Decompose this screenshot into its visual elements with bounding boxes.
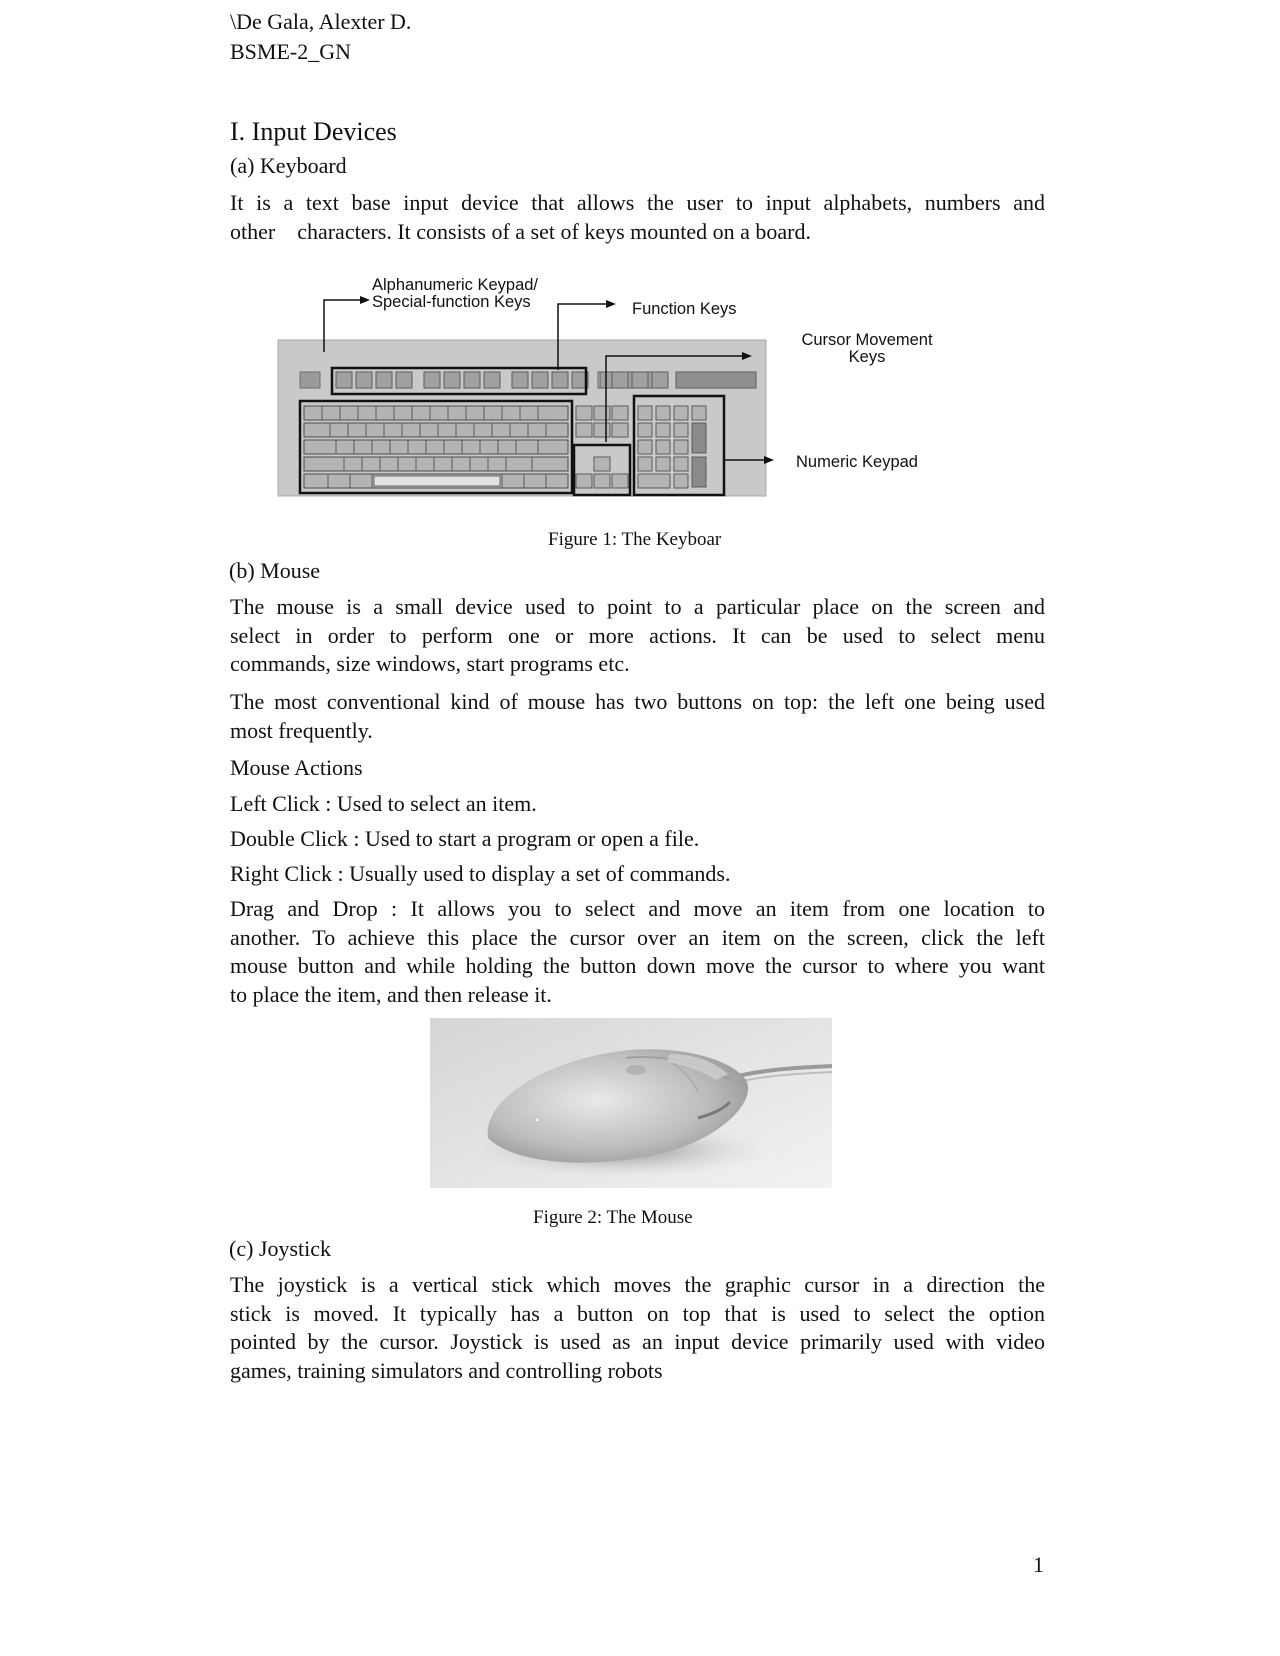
label-cursor-line1: Cursor Movement	[801, 331, 933, 349]
left-click-text: Left Click : Used to select an item.	[230, 791, 537, 816]
paragraph-line: another. To achieve this place the cursor over an item on the screen, click the left	[230, 924, 1045, 950]
paragraph-line: The mouse is a small device used to point to a particular place on the screen and	[230, 594, 1045, 619]
label-alphanumeric-line2: Special-function Keys	[372, 293, 531, 311]
paragraph-line: The joystick is a vertical stick which moves the graphic cursor in a direction the	[230, 1272, 1045, 1297]
joystick-paragraph	[230, 1271, 1045, 1385]
paragraph-line: Drag and Drop : It allows you to select and move an item from one location to	[230, 896, 1045, 921]
mouse-figure	[430, 1018, 832, 1188]
label-function-keys: Function Keys	[632, 300, 737, 318]
double-click-text: Double Click : Used to start a program or open a file.	[230, 826, 700, 851]
joystick-subheading: (c) Joystick	[229, 1236, 332, 1261]
paragraph-line: commands, size windows, start programs etc.	[230, 651, 630, 676]
paragraph-line: games, training simulators and controlling robots	[230, 1357, 663, 1383]
page-number: 1	[1033, 1552, 1044, 1577]
paragraph-line: most frequently.	[230, 717, 373, 743]
paragraph-line: It is a text base input device that allows the user to input alphabets, numbers and	[230, 190, 1045, 215]
figure1-caption: Figure 1: The Keyboar	[548, 529, 722, 550]
label-numeric-keypad: Numeric Keypad	[796, 453, 918, 471]
label-cursor-line2: Keys	[848, 348, 886, 366]
keyboard-subheading: (a) Keyboard	[230, 153, 347, 178]
paragraph-line: stick is moved. It typically has a button on top that is used to select the option	[230, 1300, 1045, 1326]
mouse-paragraph-1	[230, 593, 1045, 679]
section-heading: I. Input Devices	[230, 117, 397, 146]
paragraph-line: mouse button and while holding the button down move the cursor to where you want	[230, 953, 1045, 978]
drag-drop-paragraph	[230, 895, 1045, 1009]
mouse-image	[430, 1018, 832, 1188]
paragraph-line: select in order to perform one or more actions. It can be used to select menu	[230, 622, 1045, 648]
paragraph-line: The most conventional kind of mouse has two buttons on top: the left one being used	[230, 689, 1045, 714]
author-name: \De Gala, Alexter D.	[230, 9, 412, 34]
mouse-subheading: (b) Mouse	[229, 558, 321, 583]
label-alphanumeric-line1: Alphanumeric Keypad/	[372, 276, 539, 294]
paragraph-line: other characters. It consists of a set of keys mounted on a board.	[230, 218, 811, 244]
right-click-text: Right Click : Usually used to display a set of commands.	[230, 861, 731, 886]
paragraph-line: to place the item, and then release it.	[230, 981, 552, 1007]
mouse-paragraph-2	[230, 688, 1045, 745]
mouse-actions-title: Mouse Actions	[230, 755, 363, 780]
keyboard-figure	[276, 276, 956, 500]
keyboard-paragraph	[230, 189, 1045, 246]
course-section: BSME-2_GN	[230, 39, 352, 64]
paragraph-line: pointed by the cursor. Joystick is used as an input device primarily used with video	[230, 1329, 1045, 1354]
figure2-caption: Figure 2: The Mouse	[533, 1207, 693, 1228]
